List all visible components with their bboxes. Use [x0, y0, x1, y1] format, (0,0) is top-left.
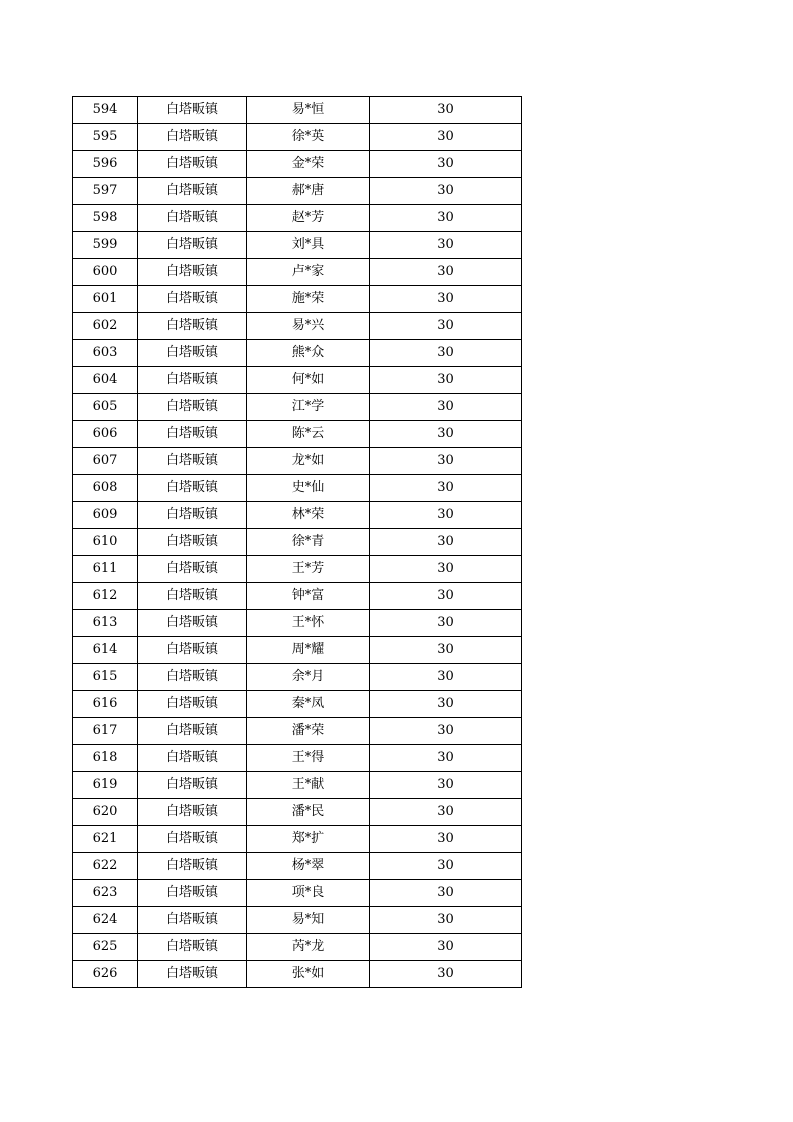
town-cell: 白塔畈镇	[138, 556, 247, 583]
town-cell: 白塔畈镇	[138, 205, 247, 232]
person-name-cell: 易*兴	[247, 313, 370, 340]
town-cell: 白塔畈镇	[138, 502, 247, 529]
amount-cell: 30	[370, 232, 522, 259]
table-row	[73, 853, 522, 880]
person-name-cell: 赵*芳	[247, 205, 370, 232]
person-name-cell: 陈*云	[247, 421, 370, 448]
amount-cell: 30	[370, 178, 522, 205]
row-number-cell: 613	[73, 610, 138, 637]
person-name-cell: 郑*扩	[247, 826, 370, 853]
table-row	[73, 502, 522, 529]
row-number-cell: 615	[73, 664, 138, 691]
amount-cell: 30	[370, 97, 522, 124]
town-cell: 白塔畈镇	[138, 475, 247, 502]
row-number-cell: 594	[73, 97, 138, 124]
amount-cell: 30	[370, 421, 522, 448]
town-cell: 白塔畈镇	[138, 421, 247, 448]
row-number-cell: 625	[73, 934, 138, 961]
town-cell: 白塔畈镇	[138, 934, 247, 961]
row-number-cell: 611	[73, 556, 138, 583]
table-row	[73, 367, 522, 394]
row-number-cell: 616	[73, 691, 138, 718]
amount-cell: 30	[370, 340, 522, 367]
person-name-cell: 卢*家	[247, 259, 370, 286]
amount-cell: 30	[370, 151, 522, 178]
town-cell: 白塔畈镇	[138, 718, 247, 745]
person-name-cell: 杨*翠	[247, 853, 370, 880]
person-name-cell: 徐*英	[247, 124, 370, 151]
amount-cell: 30	[370, 826, 522, 853]
row-number-cell: 621	[73, 826, 138, 853]
row-number-cell: 618	[73, 745, 138, 772]
row-number-cell: 597	[73, 178, 138, 205]
table-row	[73, 745, 522, 772]
person-name-cell: 余*月	[247, 664, 370, 691]
person-name-cell: 金*荣	[247, 151, 370, 178]
table-row	[73, 637, 522, 664]
person-name-cell: 林*荣	[247, 502, 370, 529]
row-number-cell: 609	[73, 502, 138, 529]
amount-cell: 30	[370, 556, 522, 583]
table-row	[73, 529, 522, 556]
town-cell: 白塔畈镇	[138, 691, 247, 718]
row-number-cell: 623	[73, 880, 138, 907]
amount-cell: 30	[370, 880, 522, 907]
town-cell: 白塔畈镇	[138, 259, 247, 286]
table-row	[73, 448, 522, 475]
person-name-cell: 张*如	[247, 961, 370, 988]
table-row	[73, 691, 522, 718]
table-row	[73, 961, 522, 988]
town-cell: 白塔畈镇	[138, 853, 247, 880]
town-cell: 白塔畈镇	[138, 637, 247, 664]
amount-cell: 30	[370, 610, 522, 637]
town-cell: 白塔畈镇	[138, 394, 247, 421]
person-name-cell: 芮*龙	[247, 934, 370, 961]
row-number-cell: 596	[73, 151, 138, 178]
town-cell: 白塔畈镇	[138, 340, 247, 367]
town-cell: 白塔畈镇	[138, 232, 247, 259]
person-name-cell: 龙*如	[247, 448, 370, 475]
amount-cell: 30	[370, 745, 522, 772]
amount-cell: 30	[370, 502, 522, 529]
amount-cell: 30	[370, 799, 522, 826]
amount-cell: 30	[370, 664, 522, 691]
town-cell: 白塔畈镇	[138, 313, 247, 340]
person-name-cell: 江*学	[247, 394, 370, 421]
amount-cell: 30	[370, 529, 522, 556]
person-name-cell: 刘*具	[247, 232, 370, 259]
person-name-cell: 史*仙	[247, 475, 370, 502]
table-row	[73, 826, 522, 853]
table-row	[73, 421, 522, 448]
town-cell: 白塔畈镇	[138, 448, 247, 475]
town-cell: 白塔畈镇	[138, 799, 247, 826]
amount-cell: 30	[370, 961, 522, 988]
person-name-cell: 易*知	[247, 907, 370, 934]
amount-cell: 30	[370, 367, 522, 394]
recipient-table	[72, 96, 522, 988]
row-number-cell: 606	[73, 421, 138, 448]
person-name-cell: 王*得	[247, 745, 370, 772]
table-row	[73, 340, 522, 367]
person-name-cell: 何*如	[247, 367, 370, 394]
person-name-cell: 郝*唐	[247, 178, 370, 205]
table-row	[73, 556, 522, 583]
town-cell: 白塔畈镇	[138, 151, 247, 178]
amount-cell: 30	[370, 718, 522, 745]
table-row	[73, 718, 522, 745]
row-number-cell: 617	[73, 718, 138, 745]
table-row	[73, 178, 522, 205]
person-name-cell: 徐*青	[247, 529, 370, 556]
person-name-cell: 周*耀	[247, 637, 370, 664]
person-name-cell: 王*芳	[247, 556, 370, 583]
row-number-cell: 604	[73, 367, 138, 394]
table-body	[73, 97, 522, 988]
table-row	[73, 799, 522, 826]
table-row	[73, 880, 522, 907]
row-number-cell: 610	[73, 529, 138, 556]
amount-cell: 30	[370, 907, 522, 934]
table-row	[73, 151, 522, 178]
person-name-cell: 施*荣	[247, 286, 370, 313]
table-row	[73, 97, 522, 124]
person-name-cell: 钟*富	[247, 583, 370, 610]
amount-cell: 30	[370, 205, 522, 232]
row-number-cell: 614	[73, 637, 138, 664]
town-cell: 白塔畈镇	[138, 124, 247, 151]
person-name-cell: 秦*凤	[247, 691, 370, 718]
town-cell: 白塔畈镇	[138, 745, 247, 772]
table-row	[73, 313, 522, 340]
amount-cell: 30	[370, 394, 522, 421]
amount-cell: 30	[370, 583, 522, 610]
amount-cell: 30	[370, 448, 522, 475]
row-number-cell: 598	[73, 205, 138, 232]
table-row	[73, 124, 522, 151]
person-name-cell: 潘*民	[247, 799, 370, 826]
town-cell: 白塔畈镇	[138, 961, 247, 988]
town-cell: 白塔畈镇	[138, 826, 247, 853]
row-number-cell: 622	[73, 853, 138, 880]
town-cell: 白塔畈镇	[138, 880, 247, 907]
table-row	[73, 475, 522, 502]
amount-cell: 30	[370, 259, 522, 286]
row-number-cell: 607	[73, 448, 138, 475]
amount-cell: 30	[370, 475, 522, 502]
table-row	[73, 205, 522, 232]
table-row	[73, 907, 522, 934]
town-cell: 白塔畈镇	[138, 367, 247, 394]
row-number-cell: 603	[73, 340, 138, 367]
town-cell: 白塔畈镇	[138, 286, 247, 313]
person-name-cell: 熊*众	[247, 340, 370, 367]
amount-cell: 30	[370, 934, 522, 961]
town-cell: 白塔畈镇	[138, 907, 247, 934]
row-number-cell: 624	[73, 907, 138, 934]
table-row	[73, 664, 522, 691]
amount-cell: 30	[370, 853, 522, 880]
row-number-cell: 600	[73, 259, 138, 286]
town-cell: 白塔畈镇	[138, 583, 247, 610]
row-number-cell: 602	[73, 313, 138, 340]
town-cell: 白塔畈镇	[138, 529, 247, 556]
town-cell: 白塔畈镇	[138, 178, 247, 205]
amount-cell: 30	[370, 286, 522, 313]
table-row	[73, 394, 522, 421]
row-number-cell: 599	[73, 232, 138, 259]
amount-cell: 30	[370, 637, 522, 664]
table-row	[73, 772, 522, 799]
row-number-cell: 601	[73, 286, 138, 313]
table-row	[73, 259, 522, 286]
town-cell: 白塔畈镇	[138, 97, 247, 124]
amount-cell: 30	[370, 772, 522, 799]
row-number-cell: 608	[73, 475, 138, 502]
person-name-cell: 王*献	[247, 772, 370, 799]
amount-cell: 30	[370, 313, 522, 340]
table-row	[73, 610, 522, 637]
person-name-cell: 易*恒	[247, 97, 370, 124]
person-name-cell: 潘*荣	[247, 718, 370, 745]
table-row	[73, 934, 522, 961]
amount-cell: 30	[370, 691, 522, 718]
row-number-cell: 605	[73, 394, 138, 421]
row-number-cell: 620	[73, 799, 138, 826]
row-number-cell: 595	[73, 124, 138, 151]
table-row	[73, 583, 522, 610]
amount-cell: 30	[370, 124, 522, 151]
row-number-cell: 626	[73, 961, 138, 988]
person-name-cell: 王*怀	[247, 610, 370, 637]
person-name-cell: 项*良	[247, 880, 370, 907]
town-cell: 白塔畈镇	[138, 610, 247, 637]
table-row	[73, 232, 522, 259]
table-row	[73, 286, 522, 313]
row-number-cell: 612	[73, 583, 138, 610]
row-number-cell: 619	[73, 772, 138, 799]
town-cell: 白塔畈镇	[138, 772, 247, 799]
town-cell: 白塔畈镇	[138, 664, 247, 691]
